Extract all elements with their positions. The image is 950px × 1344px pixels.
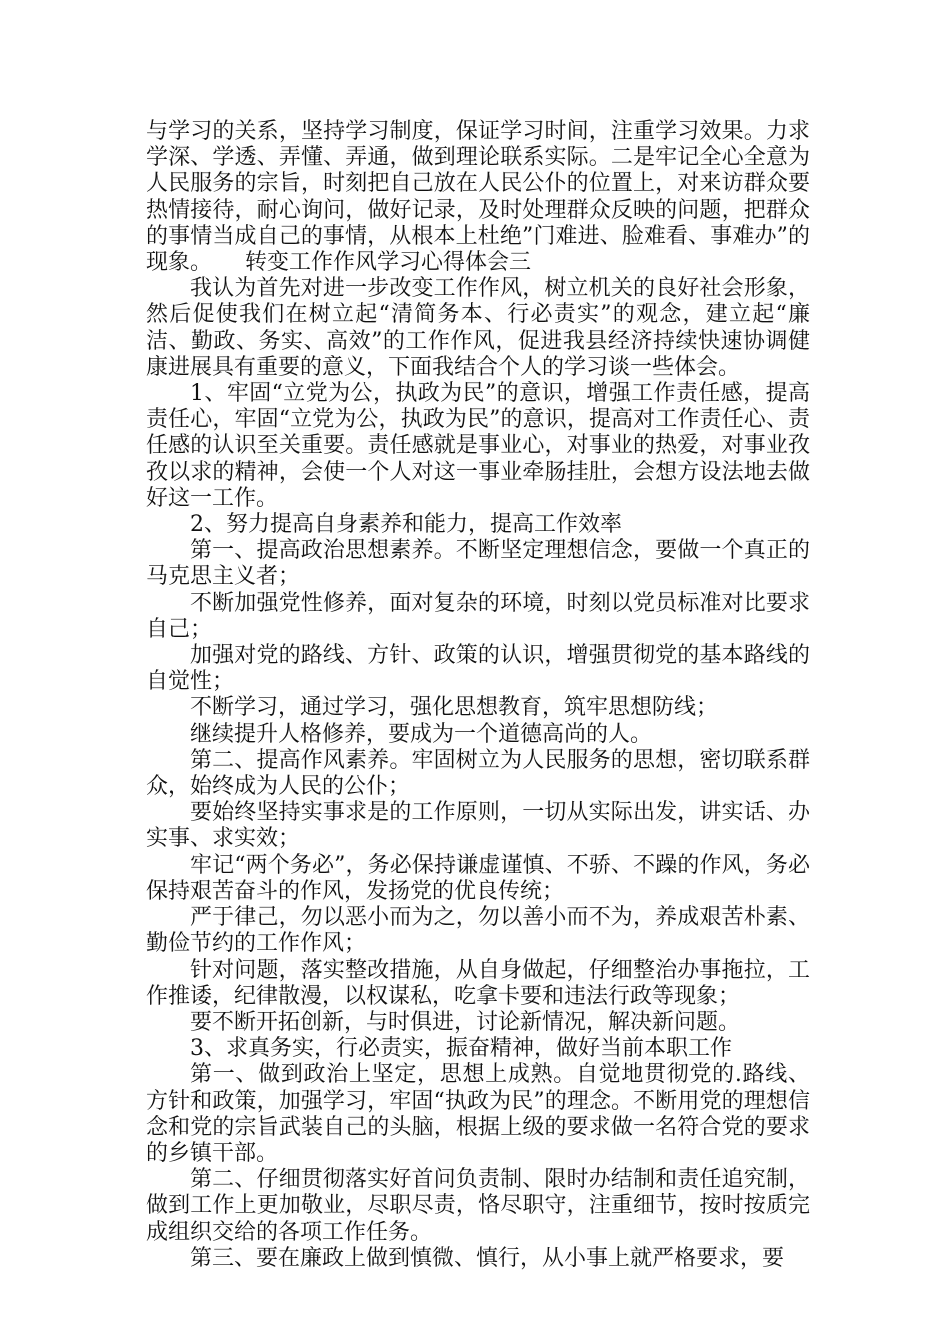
paragraph: 1、牢固“立党为公，执政为民”的意识，增强工作责任感，提高责任心，牢固“立党为公，执政为民”的意识，提高对工作责任心、责任感的认识至关重要。责任感就是事业心，对事业的热爱，对事业孜孜以求的精神，会使一个人对这一事业牵肠挂肚，会想方设法地去做好这一工作。 — [146, 381, 810, 511]
paragraph: 不断学习，通过学习，强化思想教育，筑牢思想防线； — [190, 695, 719, 721]
paragraph: 3、求真务实，行必责实，振奋精神，做好当前本职工作 — [190, 1036, 732, 1062]
paragraph: 第一、做到政治上坚定，思想上成熟。自觉地贯彻党的.路线、方针和政策，加强学习，牢固“执政为民”的理念。不断用党的理想信念和党的宗旨武装自己的头脑，根据上级的要求做一名符合党的要求的乡镇干部。 — [146, 1062, 810, 1166]
paragraph: 继续提升人格修养，要成为一个道德高尚的人。 — [190, 721, 653, 747]
paragraph: 第三、要在廉政上做到慎微、慎行，从小事上就严格要求，要 — [190, 1245, 785, 1271]
paragraph: 我认为首先对进一步改变工作作风，树立机关的良好社会形象，然后促使我们在树立起“清简务本、行必责实”的观念，建立起“廉洁、勤政、务实、高效”的工作作风，促进我县经济持续快速协调健康进展具有重要的意义，下面我结合个人的学习谈一些体会。 — [146, 276, 810, 380]
paragraph: 第二、提高作风素养。牢固树立为人民服务的思想，密切联系群众，始终成为人民的公仆； — [146, 747, 810, 800]
paragraph: 第一、提高政治思想素养。不断坚定理想信念，要做一个真正的马克思主义者； — [146, 538, 810, 590]
paragraph: 要始终坚持实事求是的工作原则，一切从实际出发，讲实话、办实事、求实效； — [146, 800, 810, 852]
paragraph: 2、努力提高自身素养和能力，提高工作效率 — [190, 512, 622, 538]
paragraph: 针对问题，落实整改措施，从自身做起，仔细整治办事拖拉，工作推诿，纪律散漫，以权谋私，吃拿卡要和违法行政等现象； — [146, 957, 810, 1009]
paragraph: 要不断开拓创新，与时俱进，讨论新情况，解决新问题。 — [190, 1009, 741, 1035]
document-body — [146, 119, 810, 1272]
paragraph: 与学习的关系，坚持学习制度，保证学习时间，注重学习效果。力求学深、学透、弄懂、弄通，做到理论联系实际。二是牢记全心全意为人民服务的宗旨，时刻把自己放在人民公仆的位置上，对来访群众要热情接待，耐心询问，做好记录，及时处理群众反映的问题，把群众的事情当成自己的事情，从根本上杜绝”门难进、脸难看、事难办”的现象。 转变工作作风学习心得体会三 — [146, 119, 810, 276]
paragraph: 不断加强党性修养，面对复杂的环境，时刻以党员标准对比要求自己； — [146, 590, 810, 642]
paragraph: 第二、仔细贯彻落实好首问负责制、限时办结制和责任追究制，做到工作上更加敬业，尽职尽责，恪尽职守，注重细节，按时按质完成组织交给的各项工作任务。 — [146, 1167, 810, 1245]
paragraph: 严于律己，勿以恶小而为之，勿以善小而不为，养成艰苦朴素、勤俭节约的工作作风； — [146, 905, 810, 957]
paragraph: 牢记“两个务必”，务必保持谦虚谨慎、不骄、不躁的作风，务必保持艰苦奋斗的作风，发扬党的优良传统； — [146, 852, 810, 904]
paragraph: 加强对党的路线、方针、政策的认识，增强贯彻党的基本路线的自觉性； — [146, 643, 810, 695]
